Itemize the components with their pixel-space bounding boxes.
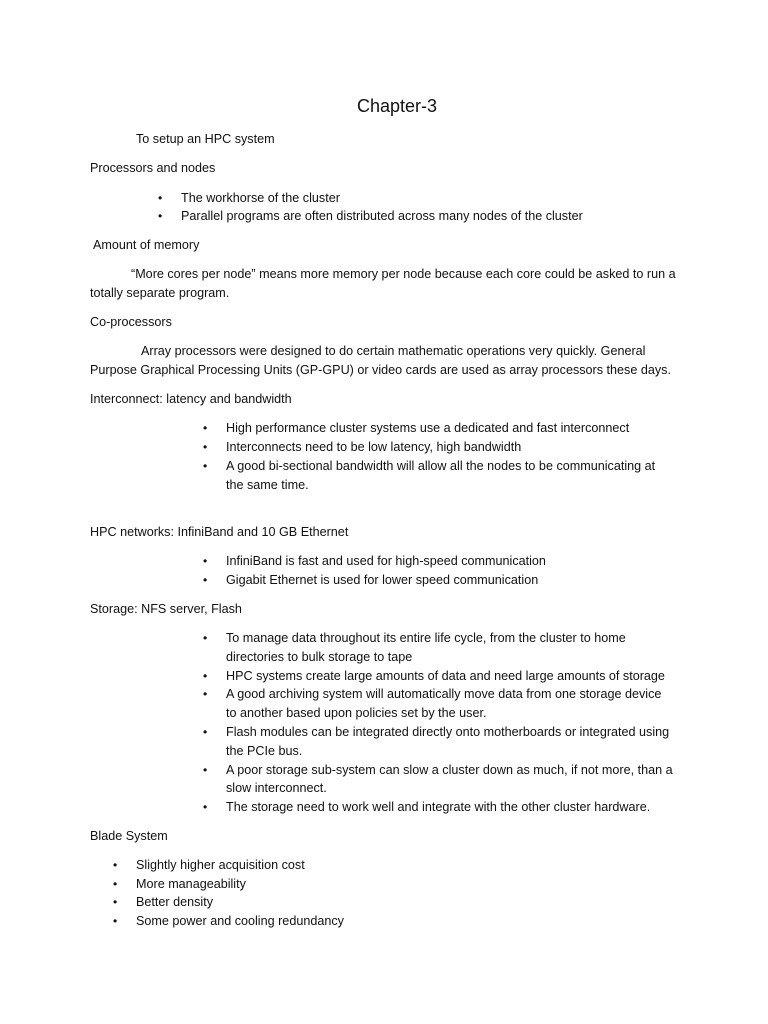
bullet-marker	[113, 856, 117, 875]
list-item: Gigabit Ethernet is used for lower speed communication	[226, 573, 539, 587]
section-heading-coprocessors: Co-processors	[90, 315, 172, 329]
intro-text: To setup an HPC system	[136, 132, 275, 146]
list-item: Parallel programs are often distributed across many nodes of the cluster	[181, 209, 583, 223]
bullet-marker	[113, 912, 117, 931]
list-item: Interconnects need to be low latency, high bandwidth	[226, 440, 522, 454]
bullet-marker	[203, 761, 207, 780]
list-item: HPC systems create large amounts of data and need large amounts of storage	[226, 669, 665, 683]
bullet-marker	[203, 438, 207, 457]
list-item: Flash modules can be integrated directly onto motherboards or integrated using	[226, 725, 670, 739]
paragraph-line: Purpose Graphical Processing Units (GP-GPU) or video cards are used as array processors these days.	[90, 363, 671, 377]
list-item: A poor storage sub-system can slow a cluster down as much, if not more, than a	[226, 763, 673, 777]
bullet-marker	[203, 723, 207, 742]
list-item-continuation: the PCIe bus.	[226, 744, 303, 758]
list-item: Some power and cooling redundancy	[136, 914, 344, 928]
section-heading-networks: HPC networks: InfiniBand and 10 GB Ethernet	[90, 525, 349, 539]
section-heading-processors: Processors and nodes	[90, 161, 216, 175]
paragraph-line: totally separate program.	[90, 286, 230, 300]
bullet-marker	[158, 207, 162, 226]
bullet-marker	[203, 798, 207, 817]
list-item-continuation: directories to bulk storage to tape	[226, 650, 413, 664]
list-item: Slightly higher acquisition cost	[136, 858, 305, 872]
bullet-marker	[203, 685, 207, 704]
list-item: To manage data throughout its entire life cycle, from the cluster to home	[226, 631, 626, 645]
bullet-marker	[203, 457, 207, 476]
list-item-continuation: the same time.	[226, 478, 309, 492]
list-item: The storage need to work well and integrate with the other cluster hardware.	[226, 800, 651, 814]
paragraph-line: Array processors were designed to do certain mathematic operations very quickly. General	[141, 344, 646, 358]
bullet-marker	[113, 893, 117, 912]
list-item: A good archiving system will automatically move data from one storage device	[226, 687, 662, 701]
section-heading-memory: Amount of memory	[93, 238, 200, 252]
bullet-marker	[203, 667, 207, 686]
section-heading-blade: Blade System	[90, 829, 168, 843]
section-heading-interconnect: Interconnect: latency and bandwidth	[90, 392, 292, 406]
list-item: A good bi-sectional bandwidth will allow all the nodes to be communicating at	[226, 459, 656, 473]
list-item: The workhorse of the cluster	[181, 191, 340, 205]
section-heading-storage: Storage: NFS server, Flash	[90, 602, 242, 616]
bullet-marker	[203, 571, 207, 590]
list-item: Better density	[136, 895, 214, 909]
page-title: Chapter-3	[356, 96, 438, 116]
list-item: InfiniBand is fast and used for high-speed communication	[226, 554, 546, 568]
bullet-marker	[158, 189, 162, 208]
list-item-continuation: to another based upon policies set by the user.	[226, 706, 487, 720]
paragraph-line: “More cores per node” means more memory per node because each core could be asked to run a	[131, 267, 676, 281]
bullet-marker	[203, 629, 207, 648]
bullet-marker	[203, 552, 207, 571]
list-item-continuation: slow interconnect.	[226, 781, 327, 795]
bullet-marker	[113, 875, 117, 894]
list-item: More manageability	[136, 877, 246, 891]
list-item: High performance cluster systems use a dedicated and fast interconnect	[226, 421, 630, 435]
bullet-marker	[203, 419, 207, 438]
